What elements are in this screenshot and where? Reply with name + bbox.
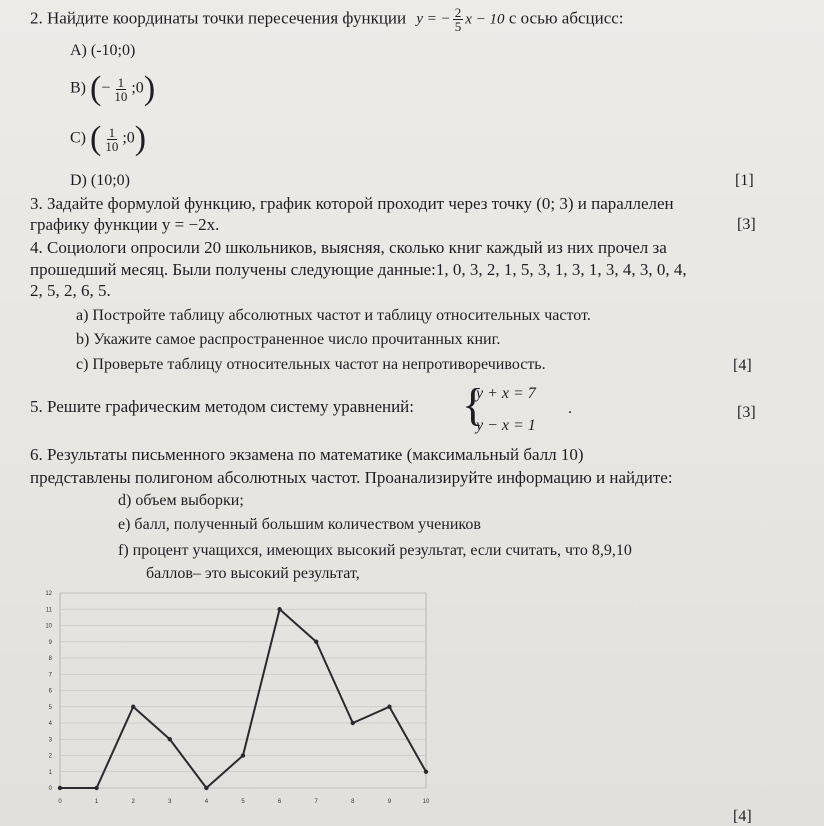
q6-item-f2: баллов– это высокий результат, [146,565,360,582]
q2-option-b-label: B) [70,79,86,97]
q6-item-f1: f) процент учащихся, имеющих высокий результат, если считать, что 8,9,10 [118,542,632,559]
x-tick-label: 9 [387,799,392,805]
q5-dot: . [568,400,572,417]
y-tick-label: 12 [45,591,52,597]
q4-item-a: a) Постройте таблицу абсолютных частот и таблицу относительных частот. [76,307,591,324]
q4-line1: 4. Социологи опросили 20 школьников, выясняя, сколько книг каждый из них прочел за [30,238,667,257]
data-point [94,786,98,790]
q2-option-c-den: 10 [105,138,119,154]
q4-item-b: b) Укажите самое распространенное число прочитанных книг. [76,331,501,348]
y-tick-label: 3 [48,737,52,744]
q2-formula-fraction [453,6,464,33]
y-tick-label: 5 [48,704,52,711]
x-tick-label: 8 [351,799,355,805]
q5-eq2: y − x = 1 [476,417,536,434]
x-tick-label: 10 [422,799,430,805]
x-tick-label: 5 [241,799,245,805]
data-point [424,770,428,774]
q6-line2: представлены полигоном абсолютных частот. Проанализируйте информацию и найдите: [30,468,673,487]
data-point [241,753,245,757]
data-point [314,640,318,644]
q3-line1: 3. Задайте формулой функцию, график которой проходит через точку (0; 3) и параллелен [30,194,674,213]
q4-score: [4] [733,357,752,374]
close-paren-icon: ) [134,120,147,157]
x-tick-label: 3 [168,799,172,805]
data-point [351,721,355,725]
q2-option-c-tail: ;0 [122,129,135,147]
q2-option-c [70,122,146,156]
y-tick-label: 7 [48,672,52,679]
q4-item-c: c) Проверьте таблицу относительных частот на непротиворечивость. [76,356,546,373]
q2-formula-den: 5 [454,19,462,34]
q3-score: [3] [737,216,756,233]
q2-option-c-fraction [103,126,120,153]
q2-question [30,6,624,33]
q4-line2: прошедший месяц. Были получены следующие данные:1, 0, 3, 2, 1, 5, 3, 1, 3, 1, 3, 4, 3, 0, 4, [30,260,687,279]
x-tick-label: 4 [204,799,209,805]
data-point [204,786,208,790]
x-tick-label: 6 [277,799,282,805]
q2-option-a: A) (-10;0) [70,42,136,59]
y-tick-label: 1 [48,769,52,776]
close-paren-icon: ) [143,70,156,107]
q5-eq1: y + x = 7 [476,385,536,402]
data-point [387,705,391,709]
q2-formula-num: 2 [454,5,462,20]
q2-option-b-num: 1 [117,74,125,90]
q5-text: 5. Решите графическим методом систему уравнений: [30,397,415,416]
q2-option-b [70,72,155,106]
y-tick-label: 2 [48,753,52,760]
data-point [58,786,62,790]
y-tick-label: 9 [48,639,52,646]
q2-option-b-sign: − [101,79,111,97]
q2-text: 2. Найдите координаты точки пересечения функции [30,8,407,28]
q2-option-c-label: C) [70,129,86,147]
data-point [168,737,172,741]
y-tick-label: 10 [45,623,52,630]
q2-option-b-fraction [112,76,129,103]
q2-tail: с осью абсцисс: [508,8,624,28]
y-tick-label: 8 [48,656,52,662]
q2-formula-rest: x − 10 [465,11,505,28]
y-tick-label: 6 [48,688,52,695]
y-tick-label: 11 [45,607,52,614]
system-brace-icon: { [462,379,485,430]
open-paren-icon: ( [90,70,102,107]
x-tick-label: 7 [314,799,318,805]
q2-option-c-num: 1 [108,124,116,140]
y-tick-label: 4 [48,721,52,727]
frequency-polygon-chart [30,585,440,811]
data-point [277,607,281,611]
q2-formula-y: y = − [416,11,451,28]
q4-line3: 2, 5, 2, 6, 5. [30,281,111,300]
open-paren-icon: ( [90,120,102,157]
data-point [131,705,135,709]
q2-option-d: D) (10;0) [70,172,130,189]
x-tick-label: 0 [58,799,62,805]
q2-option-b-den: 10 [114,88,128,104]
q2-option-b-tail: ;0 [131,79,144,97]
data-series-line [60,609,426,788]
q6-item-e: e) балл, полученный большим количеством учеников [118,516,481,533]
y-tick-label: 0 [48,786,52,792]
q6-score: [4] [733,808,752,825]
q2-score: [1] [735,172,754,189]
q6-line1: 6. Результаты письменного экзамена по математике (максимальный балл 10) [30,445,584,464]
x-tick-label: 2 [131,799,135,805]
x-tick-label: 1 [94,799,99,805]
q6-item-d: d) объем выборки; [118,492,244,509]
q3-line2: графику функции y = −2x. [30,215,220,234]
q5-score: [3] [737,404,756,421]
